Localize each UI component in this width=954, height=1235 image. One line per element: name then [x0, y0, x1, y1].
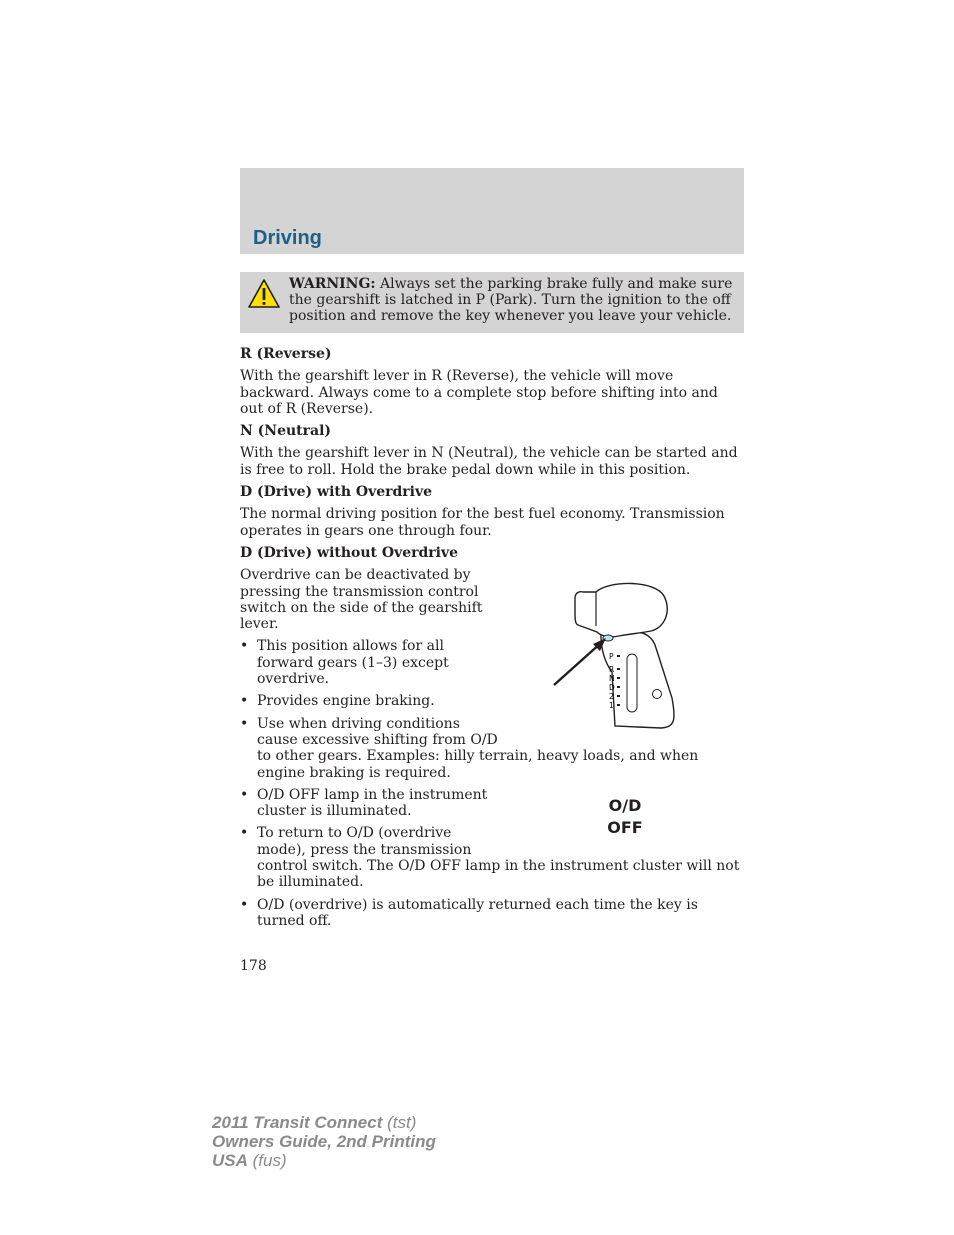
- list-item: • Provides engine braking.: [240, 693, 744, 709]
- warning-label: WARNING:: [289, 276, 376, 292]
- section-header: [240, 168, 744, 254]
- gear-label-1: 1: [609, 701, 614, 710]
- gear-label-2: 2: [609, 692, 614, 701]
- od-off-lamp-symbol: [598, 795, 652, 839]
- list-item: • To return to O/D (overdrive mode), press the transmission control switch. The O/D OFF lamp in the instrument cluster will not be illuminated.: [240, 825, 744, 890]
- gear-label-d: D: [609, 683, 615, 692]
- gear-label-p: P: [609, 652, 614, 661]
- list-item: • Use when driving conditions cause excessive shifting from O/D to other gears. Examples: hilly terrain, heavy loads, and when engine braking is required.: [240, 716, 744, 781]
- od-off-lamp-line2: OFF: [607, 818, 643, 837]
- od-off-lamp-line1: O/D: [608, 796, 642, 815]
- section-title: Driving: [253, 227, 322, 249]
- neutral-text: With the gearshift lever in N (Neutral), the vehicle can be started and is free to roll. Hold the brake pedal down while in this position.: [240, 445, 738, 478]
- reverse-heading: R (Reverse): [240, 346, 332, 362]
- list-item: • O/D (overdrive) is automatically returned each time the key is turned off.: [240, 897, 744, 930]
- gear-label-n: N: [609, 674, 615, 683]
- warning-box: [240, 272, 744, 333]
- reverse-text: With the gearshift lever in R (Reverse), the vehicle will move backward. Always come to a complete stop before shifting into and out of R (Reverse).: [240, 368, 718, 417]
- drive-od-heading: D (Drive) with Overdrive: [240, 484, 433, 501]
- footer-info: 2011 Transit Connect (tst) Owners Guide, 2nd Printing USA (fus): [212, 1113, 436, 1170]
- neutral-heading: N (Neutral): [240, 423, 332, 440]
- warning-triangle-icon: [247, 278, 281, 310]
- gear-label-r: R: [609, 665, 615, 674]
- page-number: 178: [240, 958, 267, 974]
- list-item: • O/D OFF lamp in the instrument cluster is illuminated.: [240, 787, 744, 820]
- warning-text: Always set the parking brake fully and make sure the gearshift is latched in P (Park). Turn the ignition to the off position and remove the key whenever you leave your vehicle.: [289, 276, 733, 324]
- gearshift-lever-illustration: [551, 580, 677, 730]
- list-item: • This position allows for all forward gears (1–3) except overdrive.: [240, 638, 744, 687]
- drive-no-od-heading: D (Drive) without Overdrive: [240, 544, 459, 561]
- drive-od-text: The normal driving position for the best fuel economy. Transmission operates in gears one through four.: [240, 506, 725, 539]
- drive-no-od-text: Overdrive can be deactivated by pressing the transmission control switch on the side of the gearshift lever.: [240, 567, 483, 633]
